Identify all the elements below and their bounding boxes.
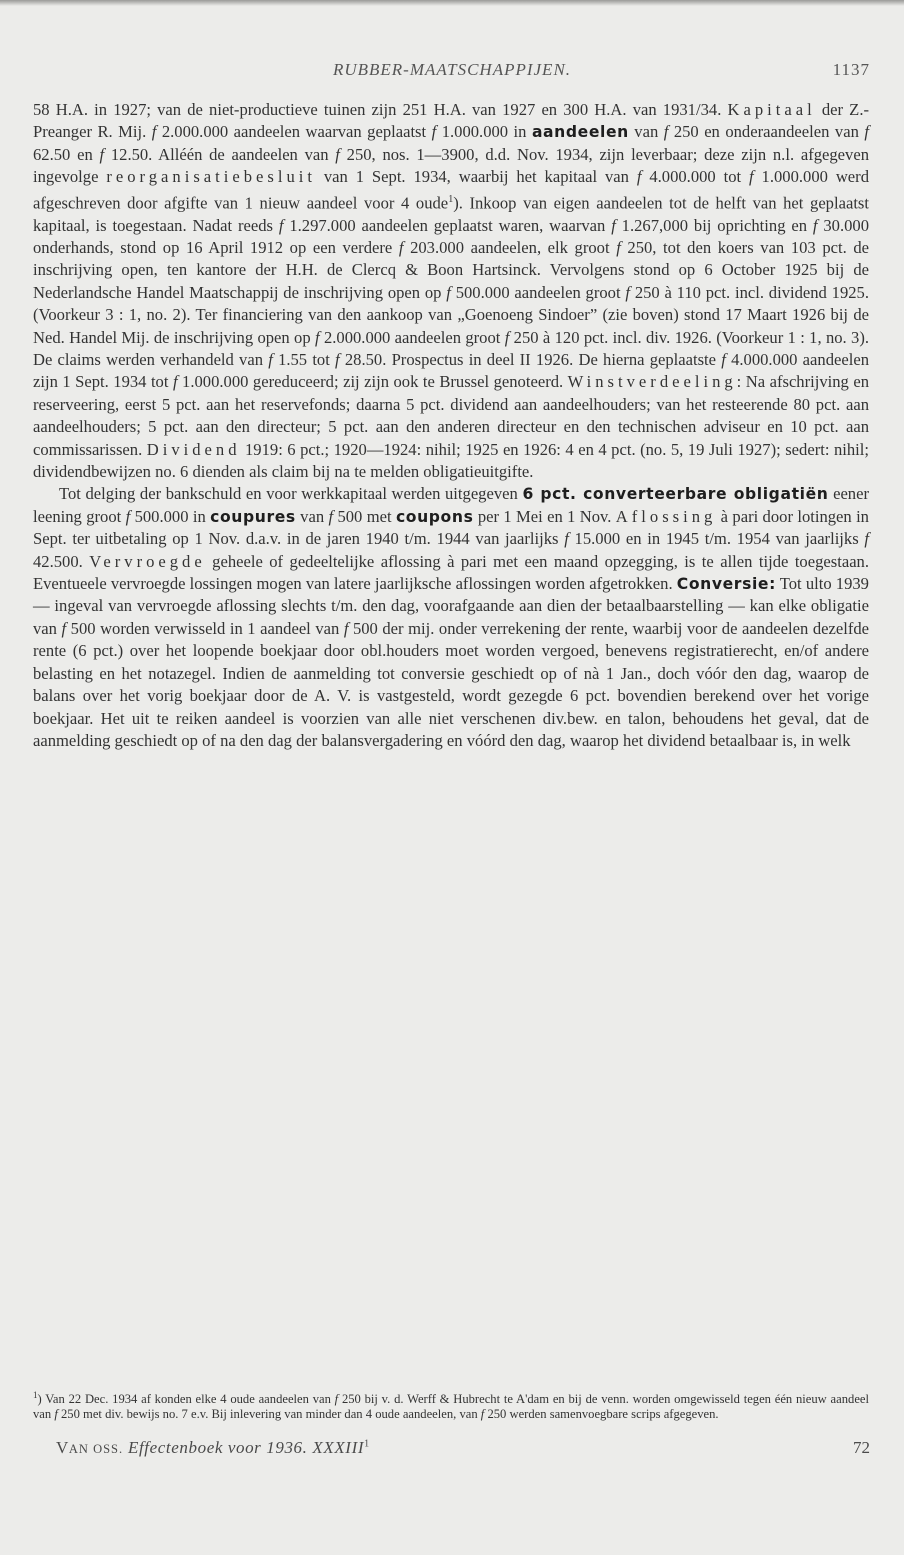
florin-sign: f bbox=[54, 1406, 58, 1421]
spaced-term-reorganisatiebesluit: reorganisatiebesluit bbox=[106, 167, 316, 187]
body-text bbox=[33, 99, 869, 752]
florin-sign: f bbox=[335, 350, 340, 369]
spaced-term-vervroegde: Vervroegde bbox=[89, 551, 206, 571]
text-run: 1.000.000 gereduceerd; zij zijn ook te Brussel genoteerd. bbox=[177, 372, 568, 392]
spaced-term-kapitaal: Kapitaal bbox=[727, 100, 816, 119]
text-run: eener leening groot bbox=[33, 484, 869, 526]
footnotes bbox=[33, 1388, 869, 1422]
text-run: 203.000 aandeelen, elk groot bbox=[403, 237, 617, 257]
florin-sign: f bbox=[328, 506, 334, 526]
text-run: 500.000 in bbox=[130, 506, 211, 526]
florin-sign: f bbox=[315, 327, 320, 347]
text-run: 250 werden samenvoegbare scrips afgegeven. bbox=[484, 1406, 719, 1421]
heavy-term-coupures: coupures bbox=[210, 507, 296, 526]
florin-sign: f bbox=[268, 350, 273, 369]
volume-number: XXXIII bbox=[312, 1438, 365, 1457]
text-run: 1.55 tot bbox=[272, 350, 336, 369]
florin-sign: f bbox=[431, 122, 437, 142]
text-run: 1.267,000 bij oprichting en bbox=[615, 215, 813, 235]
text-run: 1919: 6 pct.; 1920—1924: nihil; 1925 en 1926: 4 en 4 pct. (no. 5, 19 Juli 1927); sedert: nihil; dividendbewijzen no. 6 dienden als claim bij na te melden obligatieuitgifte. bbox=[33, 439, 869, 482]
text-run: : Na afschrijving en reserveering, eerst 5 pct. aan het reservefonds; daarna 5 pct. dividend aan aandeelhouders; van het resteerende 80 pct. aan aandeelhouders; 5 pct. aan den directeur; 5 pct. aan den anderen directeur en den technischen adviseur en 10 pct. aan commissarissen. bbox=[33, 372, 869, 459]
text-run: Tot delging der bankschuld en voor werkkapitaal werden uitgegeven bbox=[59, 484, 523, 504]
spaced-term-aflossing: Aflossing bbox=[615, 506, 717, 526]
heavy-term-coupons: coupons bbox=[395, 507, 474, 526]
paragraph-obligations bbox=[33, 483, 869, 752]
page-top-edge bbox=[0, 0, 904, 6]
florin-sign: f bbox=[335, 144, 340, 164]
florin-sign: f bbox=[864, 529, 869, 549]
text-run: van bbox=[295, 506, 329, 526]
florin-sign: f bbox=[172, 372, 178, 392]
text-run: 2.000.000 aandeelen groot bbox=[319, 327, 505, 347]
text-run: 58 H.A. in 1927; van de niet-productieve tuinen zijn 251 H.A. van 1927 en 300 H.A. van 1931/34. bbox=[33, 100, 728, 119]
spaced-term-dividend: Dividend bbox=[146, 439, 241, 459]
text-run: geheele of gedeeltelijke aflossing à pari met een maand opzegging, is te allen tijde toegestaan. Eventueele vervroegde lossingen mogen van latere jaarlijksche aflossingen worden afgetrokken. bbox=[33, 551, 870, 594]
paragraph-capital bbox=[33, 99, 869, 483]
florin-sign: f bbox=[812, 215, 818, 235]
text-run: 2.000.000 aandeelen waarvan geplaatst bbox=[156, 122, 432, 142]
text-run: 15.000 en in 1945 t/m. 1954 van jaarlijks bbox=[568, 529, 865, 549]
book-title: Effectenboek voor 1936. bbox=[128, 1438, 308, 1457]
florin-sign: f bbox=[480, 1406, 485, 1421]
florin-sign: f bbox=[99, 144, 105, 164]
volume-superscript: 1 bbox=[364, 1438, 370, 1450]
text-run: 250, nos. 1—3900, d.d. Nov. 1934, zijn leverbaar; deze zijn n.l. afgegeven ingevolge bbox=[33, 144, 870, 187]
text-run: 500 met bbox=[333, 506, 396, 526]
text-run: 30.000 onderhands, stond op 16 April 1912 op een verdere bbox=[33, 215, 869, 257]
text-run: 250 en onderaandeelen van bbox=[668, 122, 865, 142]
text-run: à pari door lotingen in Sept. ter uitbetaling op 1 Nov. d.a.v. in de jaren 1940 t/m. 1944 van jaarlijks bbox=[33, 506, 869, 549]
florin-sign: f bbox=[61, 618, 67, 638]
text-run: 4.000.000 aandeelen zijn 1 Sept. 1934 tot bbox=[33, 350, 869, 392]
text-run: per 1 Mei en 1 Nov. bbox=[473, 506, 616, 526]
text-run: 1.297.000 aandeelen geplaatst waren, waarvan bbox=[283, 215, 612, 235]
florin-sign: f bbox=[446, 282, 451, 302]
page-footer bbox=[56, 1438, 870, 1462]
text-run: 250, tot den koers van 103 pct. de inschrijving open, ten kantore der H.H. de Clercq & Boon Hartsinck. Vervolgens stond op 6 October 1925 bij de Nederlandsche Handel Maatschappij de inschrijving open op bbox=[33, 237, 869, 302]
footnote-marker: 1 bbox=[33, 1390, 38, 1400]
text-run: 250 à 120 pct. incl. div. 1926. (Voorkeur 1 : 1, no. 3). De claims werden verhandeld van bbox=[33, 327, 869, 369]
florin-sign: f bbox=[343, 618, 349, 638]
text-run: ). Inkoop van eigen aandeelen tot de helft van het geplaatst kapitaal, is toegestaan. Nadat reeds bbox=[33, 193, 869, 235]
florin-sign: f bbox=[663, 122, 669, 142]
text-run: 1.000.000 in bbox=[436, 122, 532, 142]
florin-sign: f bbox=[636, 167, 642, 187]
florin-sign: f bbox=[625, 282, 631, 302]
text-run: 28.50. Prospectus in deel II 1926. De hierna geplaatste bbox=[339, 350, 722, 369]
florin-sign: f bbox=[864, 122, 869, 142]
running-header bbox=[34, 60, 870, 90]
text-run: 500 der mij. onder verrekening der rente, waarbij voor de aandeelen dezelfde rente (6 pct.) over het loopende boekjaar door obl.houders moet worden vergoed, benevens registratierecht, en/of andere belasting en het notazegel. Indien de aanmelding tot conversie geschiedt op of nà 1 Jan., doch vóór den dag, waarop de balans over het vorig boekjaar door de A. V. is vastgesteld, wordt gezegde 6 pct. bovendien berekend over het vorige boekjaar. Het uit te reiken aandeel is voorzien van alle niet verschenen div.bew. en talon, behoudens het geval, dat de aanmelding geschiedt op of na den dag der balansvergadering en vóórd den dag, waarop het dividend betaalbaar is, in welk bbox=[33, 618, 870, 750]
page-number: 1137 bbox=[832, 60, 870, 79]
text-run: van bbox=[628, 122, 664, 142]
florin-sign: f bbox=[616, 237, 621, 257]
footer-citation bbox=[56, 1438, 370, 1458]
footnote-1 bbox=[33, 1388, 869, 1422]
text-run: ) Van 22 Dec. 1934 af konden elke 4 oude aandeelen van bbox=[37, 1392, 335, 1407]
florin-sign: f bbox=[125, 506, 131, 526]
florin-sign: f bbox=[278, 215, 284, 235]
heavy-term-obligaties: 6 pct. converteerbare obligatiën bbox=[522, 485, 829, 504]
text-run: 42.500. bbox=[33, 551, 90, 571]
florin-sign: f bbox=[564, 529, 569, 549]
running-head-title: RUBBER-MAATSCHAPPIJEN. bbox=[332, 60, 572, 79]
florin-sign: f bbox=[334, 1392, 339, 1407]
text-run: van 1 Sept. 1934, waarbij het kapitaal van bbox=[315, 167, 637, 187]
heavy-term-aandeelen: aandeelen bbox=[531, 123, 629, 142]
text-run: 500.000 aandeelen groot bbox=[450, 282, 626, 302]
text-run: der Z.-Preanger R. Mij. bbox=[33, 100, 869, 142]
text-run: 12.50. Alléén de aandeelen van bbox=[104, 144, 336, 164]
spaced-term-winstverdeeling: Winstverdeeling bbox=[567, 372, 737, 392]
author-name: AN OSS. bbox=[68, 1442, 124, 1456]
text-run: 250 à 110 pct. incl. dividend 1925. (Voorkeur 3 : 1, no. 2). Ter financiering van den aankoop van „Goenoeng Sindoer” (zie boven) stond 17 Maart 1926 bij de Ned. Handel Mij. de inschrijving open op bbox=[33, 282, 869, 347]
florin-sign: f bbox=[151, 122, 157, 142]
text-run: 62.50 en bbox=[33, 144, 100, 164]
text-run: 1.000.000 werd afgeschreven door afgifte van 1 nieuw aandeel voor 4 oude bbox=[33, 167, 869, 213]
florin-sign: f bbox=[504, 327, 510, 347]
florin-sign: f bbox=[398, 237, 404, 257]
text-run: 4.000.000 tot bbox=[641, 167, 750, 187]
printer-signature: 72 bbox=[853, 1438, 870, 1457]
footnote-ref: 1 bbox=[448, 193, 454, 205]
florin-sign: f bbox=[721, 350, 726, 369]
text-run: 500 worden verwisseld in 1 aandeel van bbox=[66, 618, 344, 638]
florin-sign: f bbox=[611, 215, 616, 235]
heavy-term-conversie: Conversie: bbox=[676, 575, 776, 594]
text-run: 250 met div. bewijs no. 7 e.v. Bij inlevering van minder dan 4 oude aandeelen, van bbox=[57, 1406, 481, 1421]
florin-sign: f bbox=[749, 167, 754, 187]
text-run: Tot ulto 1939 — ingeval van vervroegde aflossing slechts t/m. den dag, voorafgaande aan dien der betaalbaarstelling — kan elke obligatie van bbox=[33, 574, 869, 638]
text-run: 250 bij v. d. Werff & Hubrecht te A'dam en bij de venn. worden omgewisseld tegen één nieuw aandeel van bbox=[33, 1392, 870, 1421]
author-initial: V bbox=[56, 1438, 69, 1457]
